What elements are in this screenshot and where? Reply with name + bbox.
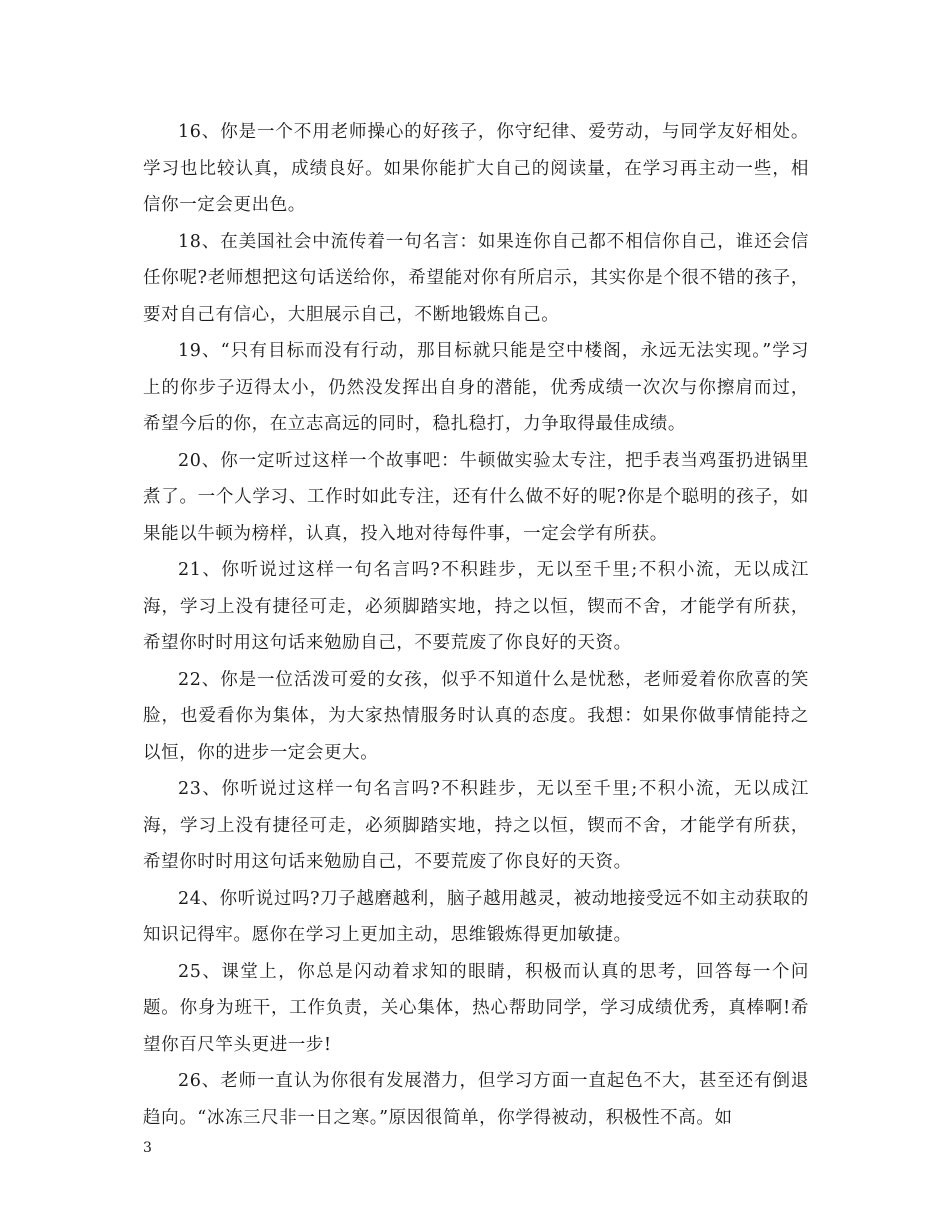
- paragraph-23: 23、你听说过这样一句名言吗?不积跬步，无以至千里;不积小流，无以成江海，学习上没有捷径可走，必须脚踏实地，持之以恒，锲而不舍，才能学有所获，希望你时时用这句话来勉励自己，不要荒废了你良好的天资。: [143, 779, 809, 872]
- paragraph-19: 19、“只有目标而没有行动，那目标就只能是空中楼阁，永远无法实现。”学习上的你步子迈得太小，仍然没发挥出自身的潜能，优秀成绩一次次与你擦肩而过，希望今后的你，在立志高远的同时，稳扎稳打，力争取得最佳成绩。: [143, 341, 809, 434]
- paragraph-18: 18、在美国社会中流传着一句名言：如果连你自己都不相信你自己，谁还会信任你呢?老师想把这句话送给你，希望能对你有所启示，其实你是个很不错的孩子，要对自己有信心，大胆展示自己，不断地锻炼自己。: [143, 231, 809, 325]
- paragraph-22: 22、你是一位活泼可爱的女孩，似乎不知道什么是忧愁，老师爱着你欣喜的笑脸，也爱看你为集体，为大家热情服务时认真的态度。我想：如果你做事情能持之以恒，你的进步一定会更大。: [143, 669, 809, 763]
- paragraph-26: 26、老师一直认为你很有发展潜力，但学习方面一直起色不大，甚至还有倒退趋向。“冰冻三尺非一日之寒。”原因很简单，你学得被动，积极性不高。如: [143, 1071, 809, 1128]
- document-body: [143, 114, 809, 1136]
- paragraph-24: 24、你听说过吗?刀子越磨越利，脑子越用越灵，被动地接受远不如主动获取的知识记得牢。愿你在学习上更加主动，思维锻炼得更加敏捷。: [143, 888, 809, 945]
- page-number: 3: [143, 1140, 152, 1156]
- paragraph-16: 16、你是一个不用老师操心的好孩子，你守纪律、爱劳动，与同学友好相处。学习也比较认真，成绩良好。如果你能扩大自己的阅读量，在学习再主动一些，相信你一定会更出色。: [143, 122, 809, 215]
- paragraph-20: 20、你一定听过这样一个故事吧：牛顿做实验太专注，把手表当鸡蛋扔进锅里煮了。一个人学习、工作时如此专注，还有什么做不好的呢?你是个聪明的孩子，如果能以牛顿为榜样，认真，投入地对待每件事，一定会学有所获。: [143, 450, 809, 544]
- paragraph-25: 25、课堂上，你总是闪动着求知的眼睛，积极而认真的思考，回答每一个问题。你身为班干，工作负责，关心集体，热心帮助同学，学习成绩优秀，真棒啊!希望你百尺竿头更进一步!: [143, 961, 809, 1055]
- paragraph-21: 21、你听说过这样一句名言吗?不积跬步，无以至千里;不积小流，无以成江海，学习上没有捷径可走，必须脚踏实地，持之以恒，锲而不舍，才能学有所获，希望你时时用这句话来勉励自己，不要荒废了你良好的天资。: [143, 560, 809, 653]
